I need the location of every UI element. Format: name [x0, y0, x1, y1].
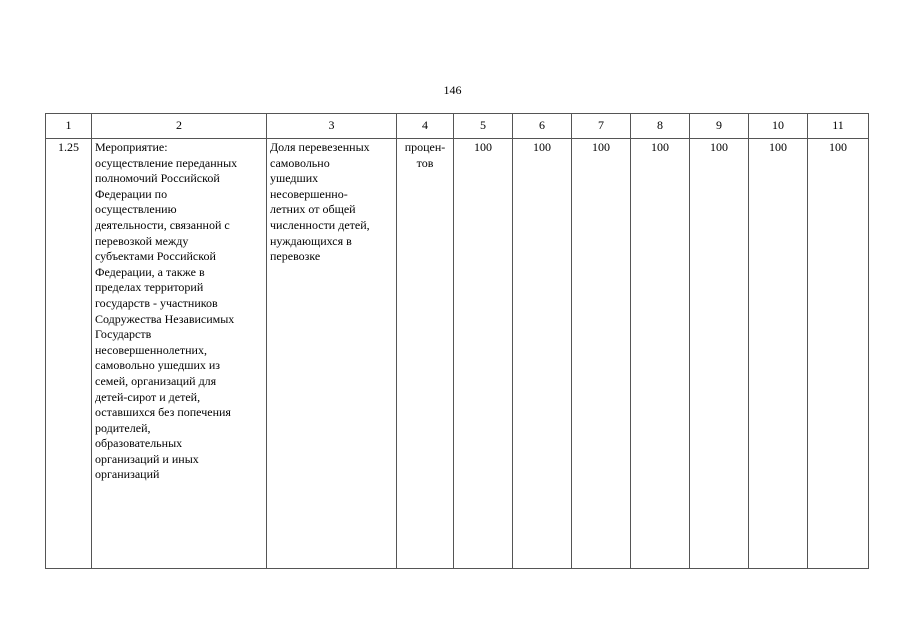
- header-cell-5: 5: [454, 114, 513, 139]
- activity-line: Федерации по: [95, 186, 168, 201]
- indicator-line: численности детей,: [270, 217, 370, 232]
- unit-of-measure: [397, 139, 454, 569]
- activity-line: субъектами Российской: [95, 249, 216, 264]
- header-cell-10: 10: [749, 114, 808, 139]
- activity-line: организаций и иных: [95, 451, 199, 466]
- header-cell-3: 3: [267, 114, 397, 139]
- indicator-line: самовольно: [270, 155, 330, 170]
- table-row: [46, 139, 869, 569]
- activity-line: Государств: [95, 327, 152, 342]
- header-row: [46, 114, 869, 139]
- value-cell: 100: [749, 139, 808, 569]
- indicator-line: перевозке: [270, 249, 321, 264]
- indicator-line: ушедших: [270, 171, 319, 186]
- indicator-line: нуждающихся в: [270, 233, 352, 248]
- activity-line: родителей,: [95, 420, 151, 435]
- row-code: 1.25: [46, 139, 92, 569]
- unit-line: процен-: [404, 140, 446, 154]
- value-cell: 100: [572, 139, 631, 569]
- header-cell-7: 7: [572, 114, 631, 139]
- header-cell-4: 4: [397, 114, 454, 139]
- header-cell-2: 2: [92, 114, 267, 139]
- header-cell-11: 11: [808, 114, 869, 139]
- indicator-description: [267, 139, 397, 569]
- activity-line: Мероприятие:: [95, 140, 168, 154]
- activity-line: детей-сирот и детей,: [95, 389, 201, 404]
- value-cell: 100: [690, 139, 749, 569]
- activity-line: самовольно ушедших из: [95, 358, 221, 373]
- value-cell: 100: [631, 139, 690, 569]
- header-cell-1: 1: [46, 114, 92, 139]
- activity-line: организаций: [95, 467, 160, 482]
- activity-description: [92, 139, 267, 569]
- activity-line: полномочий Российской: [95, 171, 220, 186]
- activity-line: Содружества Независимых: [95, 311, 235, 326]
- indicator-line: Доля перевезенных: [270, 140, 370, 154]
- activity-line: оставшихся без попечения: [95, 405, 231, 420]
- header-cell-9: 9: [690, 114, 749, 139]
- indicator-line: летних от общей: [270, 202, 356, 217]
- header-cell-6: 6: [513, 114, 572, 139]
- activity-line: несовершеннолетних,: [95, 342, 207, 357]
- activity-line: осуществление переданных: [95, 155, 238, 170]
- unit-line: тов: [416, 155, 434, 170]
- activity-line: Федерации, а также в: [95, 264, 205, 279]
- activity-line: перевозкой между: [95, 233, 189, 248]
- value-cell: 100: [808, 139, 869, 569]
- activity-line: деятельности, связанной с: [95, 217, 230, 232]
- activity-line: государств - участников: [95, 295, 218, 310]
- page-number: 146: [443, 83, 462, 97]
- indicator-line: несовершенно-: [270, 186, 348, 201]
- indicator-table: [45, 113, 869, 569]
- activity-line: образовательных: [95, 436, 183, 451]
- value-cell: 100: [454, 139, 513, 569]
- header-cell-8: 8: [631, 114, 690, 139]
- activity-line: осуществлению: [95, 202, 177, 217]
- activity-line: пределах территорий: [95, 280, 204, 295]
- value-cell: 100: [513, 139, 572, 569]
- activity-line: семей, организаций для: [95, 373, 217, 388]
